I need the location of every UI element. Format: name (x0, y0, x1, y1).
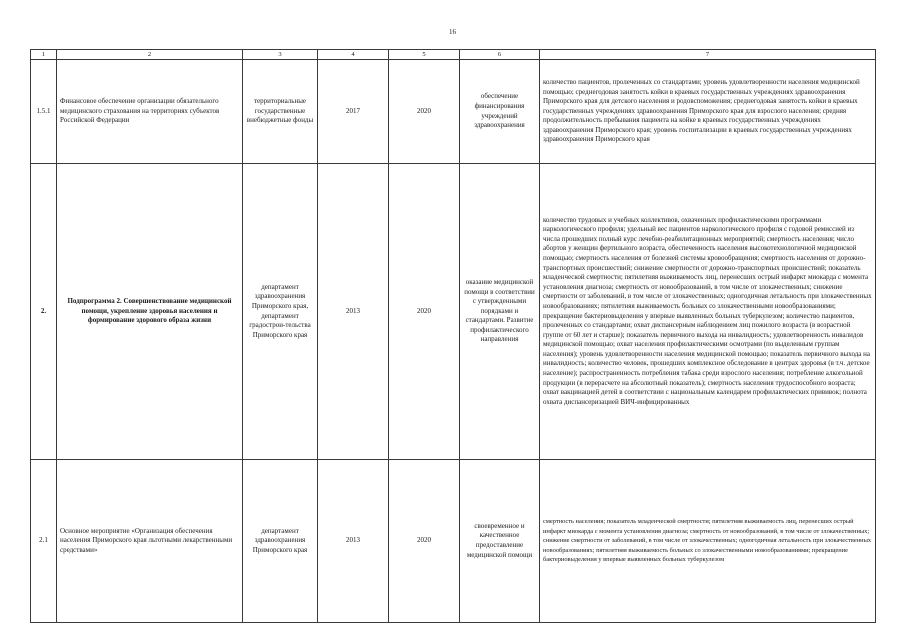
column-header: 3 (243, 50, 318, 60)
start-year: 2017 (318, 60, 389, 164)
table-row (31, 460, 876, 623)
activity-name: Финансовое обеспечение организации обязательного медицинского страхования на территориях субъектов Российской Федерации (57, 60, 243, 164)
column-header: 1 (31, 50, 57, 60)
row-number: 2.1 (31, 460, 57, 623)
responsible-executor: территориальные государственные внебюджетные фонды (243, 60, 318, 164)
end-year: 2020 (389, 164, 460, 460)
expected-result: оказание медицинской помощи в соответствии с утвержденными порядками и стандартами. Развитие профилактического направления (460, 164, 540, 460)
activity-name: Основное мероприятие «Организация обеспечения населения Приморского края льготными лекарственными средствами» (57, 460, 243, 623)
responsible-executor: департамент здравоохранения Приморского края, департамент градострои-тельства Приморского края (243, 164, 318, 460)
column-header: 5 (389, 50, 460, 60)
start-year: 2013 (318, 164, 389, 460)
subprogram-name: Подпрограмма 2. Совершенствование медицинской помощи, укрепление здоровья населения и формирование здорового образа жизни (57, 164, 243, 460)
table-row (31, 164, 876, 460)
end-year: 2020 (389, 460, 460, 623)
column-header: 2 (57, 50, 243, 60)
page-number: 16 (449, 28, 456, 36)
column-header: 7 (540, 50, 876, 60)
related-indicators: количество трудовых и учебных коллективов, охваченных профилактическими программами наркологического профиля; удельный вес пациентов наркологического профиля с годовой ремиссией из числа прошедших полный курс лечебно-реабилитационных мероприятий; смертность населения; число абортов у женщин фертильного возраста, обеспеченность населения высокотехнологичной медицинской помощью; смертность населения от болезней системы кровообращения; смертность населения от дорожно-транспортных происшествий; снижение смертности от дорожно-транспортных происшествий; показатель младенческой смертности; пятилетняя выживаемость лиц, перенесших острый инфаркт миокарда с момента установления диагноза; смертность от новообразований, в том числе от злокачественных; снижение смертности от заболеваний, в том числе от злокачественных; одногодичная летальность при злокачественных новообразованиях; пятилетняя выживаемость больных со злокачественными новообразованиями; прекращение бактериовыделения у впервые выявленных больных туберкулезом; количество пациентов, пролеченных со стандартами; охват диспансерным наблюдением лиц пожилого возраста (в возрастной группе от 60 лет и старше); показатель первичного выхода на инвалидность; удовлетворенность инвалидов медицинской помощью; охват населения профилактическими осмотрами (по выделенным группам населения); уровень удовлетворенности населения медицинской помощью; показатель первичного выхода на инвалидность; количество человек, прошедших комплексное обследование в центрах здоровья (в т.ч. детское население); распространенность потребления табака среди взрослого населения; потребление алкогольной продукции (в перерасчете на абсолютный показатель); смертность населения трудоспособного возраста; охват вакцинацией детей в соответствии с национальным календарем профилактических прививок; полнота охвата диспансеризацией ВИЧ-инфицированных (540, 164, 876, 460)
column-header: 6 (460, 50, 540, 60)
related-indicators: количество пациентов, пролеченных со стандартами; уровень удовлетворенности населения медицинской помощью; среднегодовая занятость койки в краевых государственных учреждениях здравоохранения Приморского края для детского населения и родовспоможения; среднегодовая занятость койки в краевых государственных учреждениях здравоохранения Приморского края для взрослого населения; средняя продолжительность пребывания пациента на койке в краевых государственных учреждениях здравоохранения Приморского края; уровень госпитализации в краевых государственных учреждениях здравоохранения Приморского края (540, 60, 876, 164)
column-number-row (31, 50, 876, 60)
start-year: 2013 (318, 460, 389, 623)
responsible-executor: департамент здравоохранения Приморского края (243, 460, 318, 623)
program-table (30, 49, 876, 623)
expected-result: обеспечение финансирования учреждений здравоохранения (460, 60, 540, 164)
expected-result: своевременное и качественное предоставление медицинской помощи (460, 460, 540, 623)
end-year: 2020 (389, 60, 460, 164)
related-indicators: смертность населения; показатель младенческой смертности; пятилетняя выживаемость лиц, перенесших острый инфаркт миокарда с момента установления диагноза; смертность от новообразований, в том числе от злокачественных; снижение смертности от заболеваний, в том числе от злокачественных; одногодичная летальность при злокачественных новообразованиях; пятилетняя выживаемость больных со злокачественными новообразованиями; прекращение бактериовыделения у впервые выявленных больных туберкулезом (540, 460, 876, 623)
row-number: 2. (31, 164, 57, 460)
row-number: 1.5.1 (31, 60, 57, 164)
table-row (31, 60, 876, 164)
column-header: 4 (318, 50, 389, 60)
